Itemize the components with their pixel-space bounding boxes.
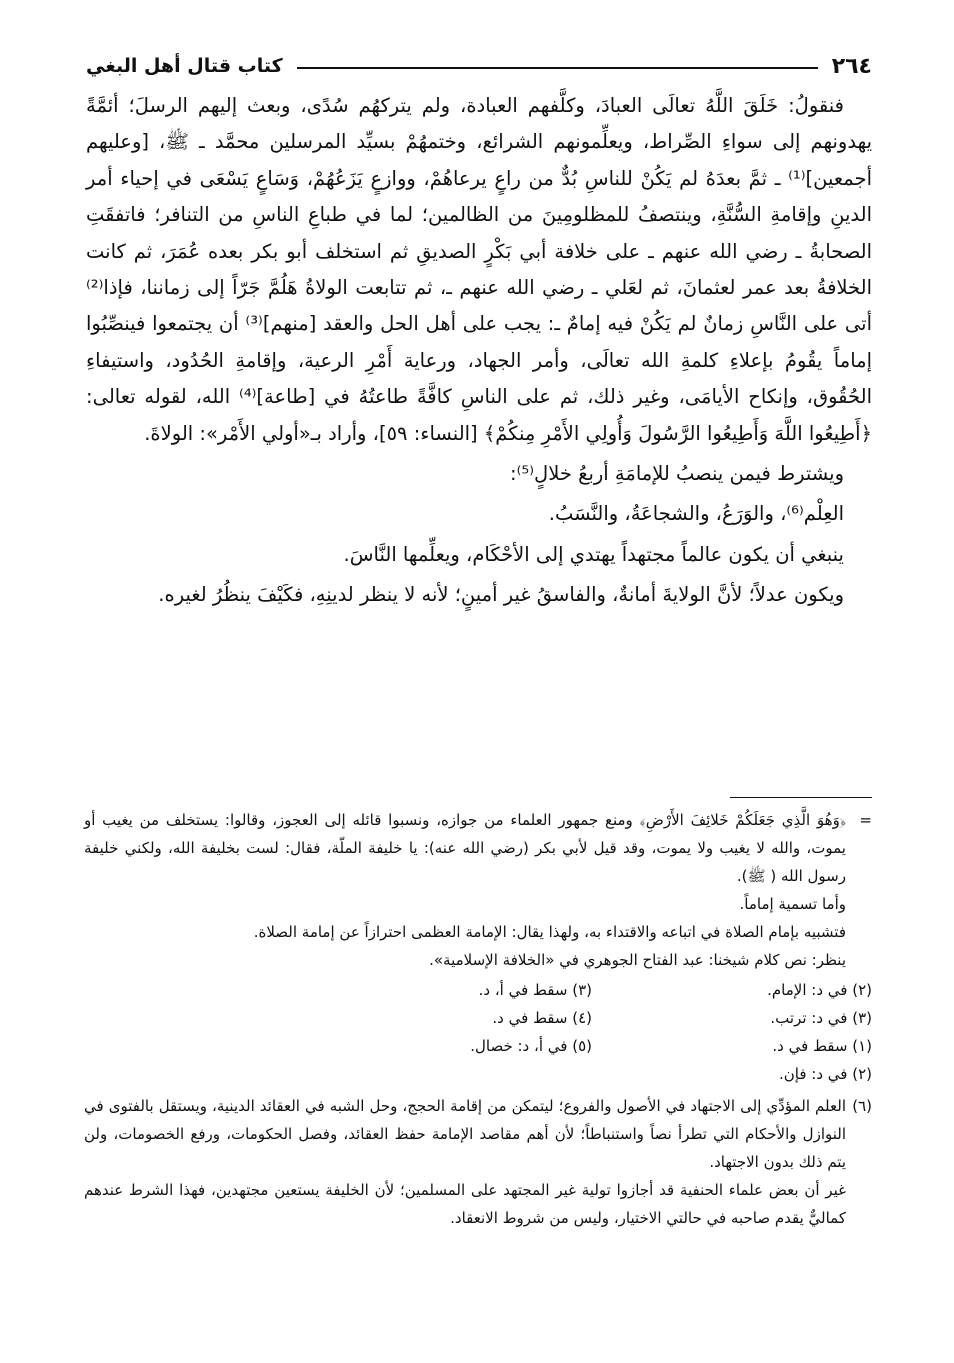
footnote-line: فتشبيه بإمام الصلاة في اتباعه والاقتداء به، ولهذا يقال: الإمامة العظمى احترازاً عن إمامة الصلاة. (253, 923, 846, 941)
footnote-six (84, 1092, 872, 1176)
header-rule (297, 67, 818, 69)
paragraph-justice: ويكون عدلاً؛ لأنَّ الولايةَ أمانةٌ، والفاسقُ غير أمينٍ؛ لأنه لا ينظر لدينِهِ، فكَيْفَ ينظُرُ لغيره. (158, 583, 844, 607)
footnote-six-number: (٦) (852, 1097, 872, 1115)
continuation-mark: = (859, 811, 872, 829)
footnote-item: (١) سقط في د. (772, 1037, 872, 1055)
paragraph-opening: فنقولُ: خَلَقَ اللَّهُ تعالَى العبادَ، وكلَّفهم العبادة، ولم يتركهُم سُدًى، وبعث إليهم الرسلَ؛ أئمَّةً يهدونهم إلى سواءِ الصِّراط، ويعلِّمونهم الشرائع، وختمهُمْ بسيِّد المرسلين محمَّد ـ ﷺ، [وعليهم أجمعين]⁽¹⁾ ـ ثمَّ بعدَهُ لم يَكُنْ للناسِ بُدٌّ من راعٍ يرعاهُمْ، ووازعٍ يَزَعُهُمْ، وَسَاعٍ يَسْعَى في إحياء أمر الدينِ وإقامةِ السُّنَّةِ، وينتصفُ للمظلومِينَ من الظالمين؛ لما في طباعِ الناسِ من التنافر؛ فاتفقَتِ الصحابةُ ـ رضي الله عنهم ـ على خلافة أبي بَكْرٍ الصديقِ ثم استخلف أبو بكر بعده عُمَرَ، ثم كانت الخلافةُ بعد عمر لعثمانَ، ثم لعَلي ـ رضي الله عنهم ـ، ثم تتابعت الولاةُ هَلُمَّ جَرّاً إلى زماننا، فإذا⁽²⁾ أتى على النَّاسِ زمانٌ لم يَكُنْ فيه إمامٌ ـ: يجب على أهل الحل والعقد [منهم]⁽³⁾ أن يجتمعوا فينصِّبُوا إماماً يقُومُ بإعلاءِ كلمةِ الله تعالَى، وأمر الجهاد، ورعاية أَمْرِ الرعية، وإقامةِ الحُدُود، واستيفاءِ الحُقُوق، وإنكاح الأيامَى، وغير ذلك، ثم على الناسِ كافَّةً طاعتُهُ في [طاعة]⁽⁴⁾ الله، لقوله تعالى: ﴿أَطِيعُوا اللَّهَ وَأَطِيعُوا الرَّسُولَ وَأُولِي الأَمْرِ مِنكُمْ﴾ [النساء: ٥٩]، وأراد بـ«أولي الأَمْر»: الولاةَ. (86, 94, 872, 445)
footnote-separator (730, 797, 872, 798)
footnote-item: (٢) في د: فإن. (778, 1065, 872, 1083)
running-title: كتاب قتال أهل البغي (86, 55, 283, 77)
paragraph-knowledge: ينبغي أن يكون عالماً مجتهداً يهتدي إلى الأحْكَام، ويعلِّمها النَّاسَ. (343, 542, 844, 566)
footnote-six-text: العلم المؤدِّي إلى الاجتهاد في الأصول والفروع؛ ليتمكن من إقامة الحجج، وحل الشبه في العقائد الدينية، ويستقل بالفتوى في النوازل والأحكام التي تطرأ نصاً واستنباطاً؛ لأن أهم مقاصد الإمامة حفظ العقائد، وفصل الحكومات، ورفع الخصومات، ولن يتم ذلك بدون الاجتهاد. (84, 1097, 846, 1171)
paragraph-list: العِلْم⁽⁶⁾، والوَرَعُ، والشجاعَةُ، والنَّسَبُ. (548, 502, 844, 526)
continuation-text: ﴿وَهُوَ الَّذِي جَعَلَكُمْ خَلائِفَ الأَرْضِ﴾ ومنع جمهور العلماء من جوازه، ونسبوا قائله إلى العجوز، وقالوا: يستخلف من يغيب أو يموت، والله لا يغيب ولا يموت، وقد قيل لأبي بكر (رضي الله عنه): يا خليفة الملّة، فقال: لست بخليفة الله، ولكني خليفة رسول الله ( ﷺ). (84, 811, 846, 885)
footnote-line: ينظر: نص كلام شيخنا: عبد الفتاح الجوهري في «الخلافة الإسلامية». (429, 951, 846, 969)
footnote-item: (٣) في د: ترتب. (770, 1009, 872, 1027)
page-number: ٢٦٤ (831, 53, 872, 79)
footnote-item: (٤) سقط في د. (492, 1009, 592, 1027)
short-footnotes-right (632, 976, 872, 1088)
short-footnotes (84, 976, 872, 1088)
short-footnotes-left (470, 976, 632, 1088)
paragraph-conditions: ويشترط فيمن ينصبُ للإمامَةِ أربعُ خلالٍ⁽⁵⁾: (510, 462, 844, 486)
footnote-six-continuation: غير أن بعض علماء الحنفية قد أجازوا تولية غير المجتهد على المسلمين؛ لأن الخليفة يستعين مجتهدين، فهذا الشرط عندهم كماليٌّ يقدم صاحبه في حالتي الاختيار، وليس من شروط الانعقاد. (84, 1181, 846, 1227)
footnote-item: (٣) سقط في أ، د. (478, 981, 592, 999)
footnote-item: (٢) في د: الإمام. (767, 981, 872, 999)
main-text (86, 88, 872, 614)
footnote-line: وأما تسمية إماماً. (739, 895, 846, 913)
footnote-continuation (84, 806, 872, 890)
running-header (86, 48, 872, 84)
footnote-item: (٥) في أ، د: خصال. (470, 1037, 592, 1055)
footnotes (84, 806, 872, 1232)
